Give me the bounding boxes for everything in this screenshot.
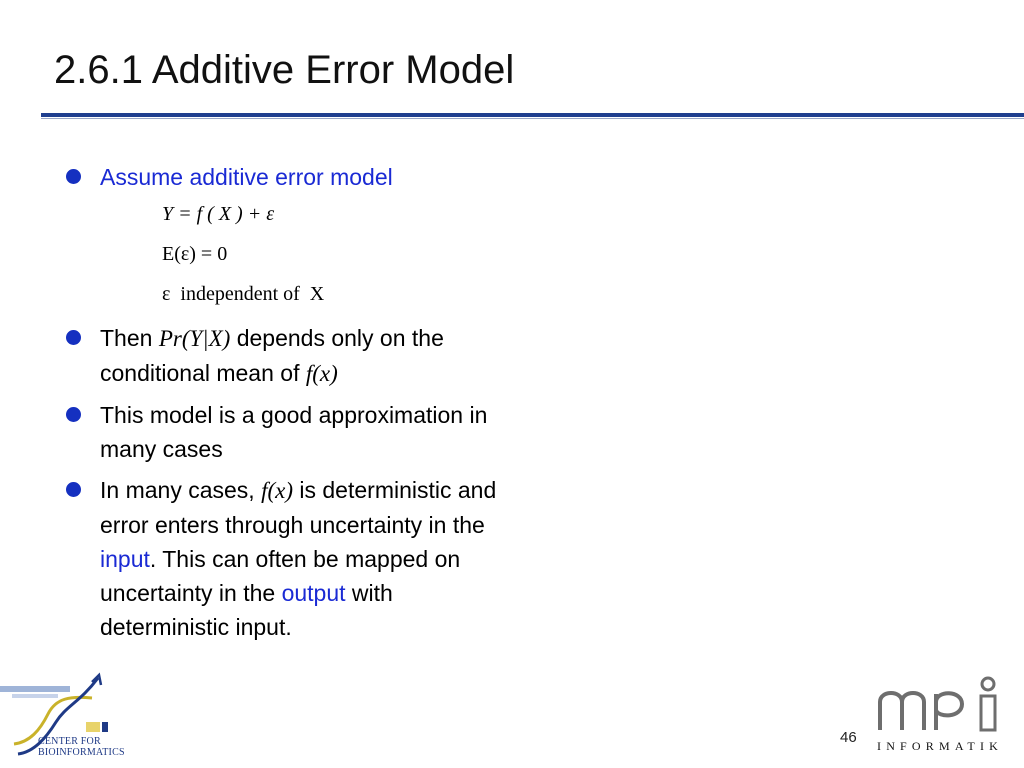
formula-line: Y = f ( X ) + ε (162, 203, 275, 225)
math-expression: Pr(Y|X) (158, 326, 231, 351)
bullet-item (66, 398, 506, 466)
slide-title: 2.6.1 Additive Error Model (54, 48, 515, 92)
bullet-text: is deterministic and error enters through uncertainty in the (100, 477, 497, 538)
bullet-text: depends only on the conditional mean of (100, 325, 444, 386)
center-bioinformatics-label: CENTER FOR BIOINFORMATICS (38, 736, 125, 758)
bullet-text: This model is a good approximation in many cases (100, 402, 488, 462)
bullet-icon (66, 330, 81, 345)
math-expression: f(x) (261, 478, 293, 503)
title-divider-thin (41, 118, 1024, 119)
math-expression: f(x) (305, 361, 338, 386)
mpi-informatik-label: INFORMATIK (877, 739, 1004, 753)
highlight-term-output: output (281, 580, 346, 606)
bullet-icon (66, 407, 81, 422)
bullet-text: In many cases, (100, 477, 262, 503)
title-divider (41, 113, 1024, 117)
bullet-icon (66, 169, 81, 184)
formula-block (100, 194, 506, 314)
bullet-text: Assume additive error model (100, 164, 393, 190)
bullet-text: . This can often be mapped on uncertainty in the (100, 546, 461, 606)
bullet-icon (66, 482, 81, 497)
page-number: 46 (840, 729, 857, 746)
bullet-text: with deterministic input. (100, 580, 393, 640)
highlight-term-input: input (100, 546, 150, 572)
bullet-item (66, 321, 506, 391)
bullet-text: Then (100, 325, 159, 351)
mpi-informatik-logo (876, 676, 1008, 732)
bullet-item (66, 160, 506, 314)
bullet-item (66, 473, 506, 644)
formula-line: E(ε) = 0 (162, 243, 228, 265)
bullet-list (66, 160, 506, 651)
formula-line: ε independent of X (162, 283, 325, 305)
